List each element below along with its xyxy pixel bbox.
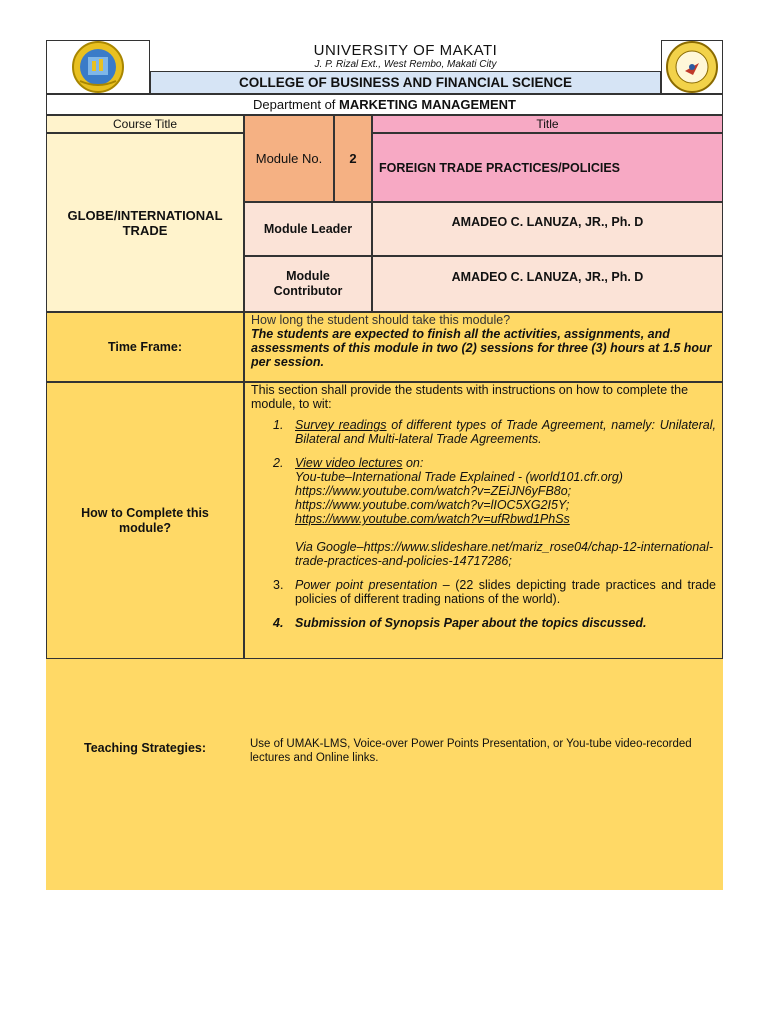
university-name: UNIVERSITY OF MAKATI [313, 41, 498, 59]
module-no-value: 2 [334, 115, 372, 202]
view-video-lectures-link[interactable]: View video lectures [295, 456, 403, 470]
title-label: Title [372, 115, 723, 133]
time-frame-label: Time Frame: [46, 312, 244, 382]
teaching-strategies-label: Teaching Strategies: [83, 741, 207, 755]
university-seal-icon [663, 41, 721, 93]
time-frame-content [244, 312, 723, 382]
list-item-number: 1. [273, 418, 284, 432]
university-address: J. P. Rizal Ext., West Rembo, Makati City [314, 58, 497, 70]
how-to-intro: This section shall provide the students with instructions on how to complete the module, to wit: [251, 383, 689, 411]
list-item-number: 2. [273, 456, 284, 470]
university-seal-cell [661, 40, 723, 94]
list-item-text: on: [402, 456, 424, 470]
module-no-label: Module No. [244, 115, 334, 202]
list-item [251, 578, 716, 606]
module-leader-value: AMADEO C. LANUZA, JR., Ph. D [372, 202, 723, 256]
module-contributor-value: AMADEO C. LANUZA, JR., Ph. D [372, 256, 723, 312]
survey-readings-link[interactable]: Survey readings [295, 418, 387, 432]
department-name: MARKETING MANAGEMENT [339, 97, 516, 112]
module-contributor-label: Module Contributor [244, 256, 372, 312]
youtube-url-1[interactable]: https://www.youtube.com/watch?v=ZEiJN6yFB8o; [295, 484, 572, 498]
department-row [46, 94, 723, 115]
youtube-url-3[interactable]: https://www.youtube.com/watch?v=ufRbwd1PhSs [295, 512, 570, 526]
university-logo-icon [68, 41, 128, 93]
youtube-source-line: You-tube–International Trade Explained - (world101.cfr.org) [295, 470, 623, 484]
time-frame-answer: The students are expected to finish all the activities, assignments, and assessments of this module in two (2) sessions for three (3) hours at 1.5 hour per session. [251, 327, 712, 369]
teaching-strategies-section [46, 659, 723, 890]
college-name: COLLEGE OF BUSINESS AND FINANCIAL SCIENCE [150, 71, 661, 94]
how-to-complete-content [244, 382, 723, 659]
list-item [251, 616, 716, 630]
list-item-text: of different types of Trade Agreement, namely: Unilateral, Bilateral and Multi-lateral Trade Agreements. [295, 418, 716, 446]
list-item-text: – (22 slides depicting trade practices and trade policies of different trading nations of the world). [295, 578, 716, 606]
powerpoint-lead: Power point presentation [295, 578, 438, 592]
course-title-value: GLOBE/INTERNATIONAL TRADE [46, 133, 244, 312]
slideshare-url[interactable]: Via Google–https://www.slideshare.net/mariz_rose04/chap-12-international-trade-practices-and-policies-14717286; [295, 540, 714, 568]
list-item [251, 418, 716, 446]
university-logo-cell [46, 40, 150, 94]
list-item-text: Submission of Synopsis Paper about the topics discussed. [295, 616, 647, 630]
list-item-number: 3. [273, 578, 284, 592]
module-title-value: FOREIGN TRADE PRACTICES/POLICIES [372, 133, 723, 202]
list-item-number: 4. [273, 616, 284, 630]
department-prefix: Department of [253, 97, 340, 112]
youtube-url-2[interactable]: https://www.youtube.com/watch?v=lIOC5XG2I5Y; [295, 498, 570, 512]
list-item [251, 456, 716, 568]
course-title-label: Course Title [46, 115, 244, 133]
time-frame-question: How long the student should take this module? [251, 313, 511, 327]
module-leader-label: Module Leader [244, 202, 372, 256]
teaching-strategies-text: Use of UMAK-LMS, Voice-over Power Points Presentation, or You-tube video-recorded lectures and Online links. [250, 738, 692, 764]
how-to-complete-label: How to Complete this module? [46, 382, 244, 659]
